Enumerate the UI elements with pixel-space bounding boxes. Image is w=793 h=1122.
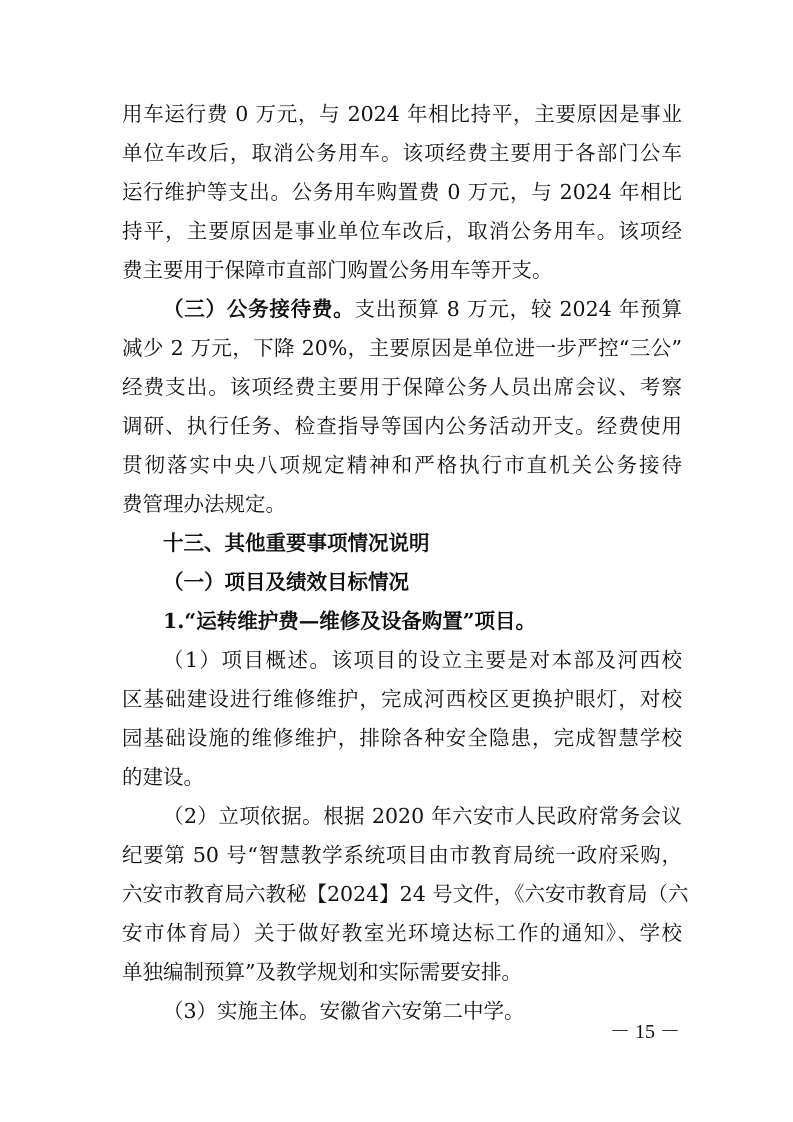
- paragraph-line: 经费支出。该项经费主要用于保障公务人员出席会议、考察: [122, 375, 682, 399]
- paragraph-line: 区基础建设进行维修维护，完成河西校区更换护眼灯，对校: [122, 687, 682, 711]
- paragraph-line: 费管理办法规定。: [122, 492, 286, 516]
- paragraph-line: 贯彻落实中央八项规定精神和严格执行市直机关公务接待: [122, 453, 682, 477]
- paragraph-line: 用车运行费 0 万元，与 2024 年相比持平，主要原因是事业: [122, 102, 682, 126]
- section-heading: 十三、其他重要事项情况说明: [163, 531, 430, 555]
- paragraph-line: （三）公务接待费。支出预算 8 万元，较 2024 年预算: [163, 297, 683, 321]
- paragraph-line: 安市体育局）关于做好教室光环境达标工作的通知》、学校: [122, 921, 682, 945]
- paragraph-line: 的建设。: [122, 765, 204, 789]
- paragraph-line: （2）立项依据。根据 2020 年六安市人民政府常务会议: [163, 804, 682, 828]
- paragraph-line: 运行维护等支出。公务用车购置费 0 万元，与 2024 年相比: [122, 180, 682, 204]
- paragraph-line: 单独编制预算”及教学规划和实际需要安排。: [122, 960, 522, 984]
- paragraph-line: 六安市教育局六教秘【2024】24 号文件，《六安市教育局（六: [122, 882, 689, 906]
- paragraph-line: 调研、执行任务、检查指导等国内公务活动开支。经费使用: [122, 414, 682, 438]
- paragraph-line: 费主要用于保障市直部门购置公务用车等开支。: [122, 258, 553, 282]
- paragraph-line: （3）实施主体。安徽省六安第二中学。: [163, 999, 525, 1023]
- paragraph-line: 持平，主要原因是事业单位车改后，取消公务用车。该项经: [122, 219, 682, 243]
- paragraph-line: （1）项目概述。该项目的设立主要是对本部及河西校: [163, 648, 682, 672]
- section-label: （三）公务接待费。: [163, 297, 355, 321]
- item-heading: 1.“运转维护费—维修及设备购置”项目。: [163, 609, 536, 633]
- subsection-heading: （一）项目及绩效目标情况: [163, 570, 409, 594]
- page-number: － 15 －: [610, 1021, 680, 1043]
- paragraph-line: 减少 2 万元，下降 20%，主要原因是单位进一步严控“三公”: [122, 336, 682, 360]
- paragraph-line: 纪要第 50 号“智慧教学系统项目由市教育局统一政府采购，: [122, 843, 682, 867]
- paragraph-line: 单位车改后，取消公务用车。该项经费主要用于各部门公车: [122, 141, 682, 165]
- paragraph-line: 园基础设施的维修维护，排除各种安全隐患，完成智慧学校: [122, 726, 682, 750]
